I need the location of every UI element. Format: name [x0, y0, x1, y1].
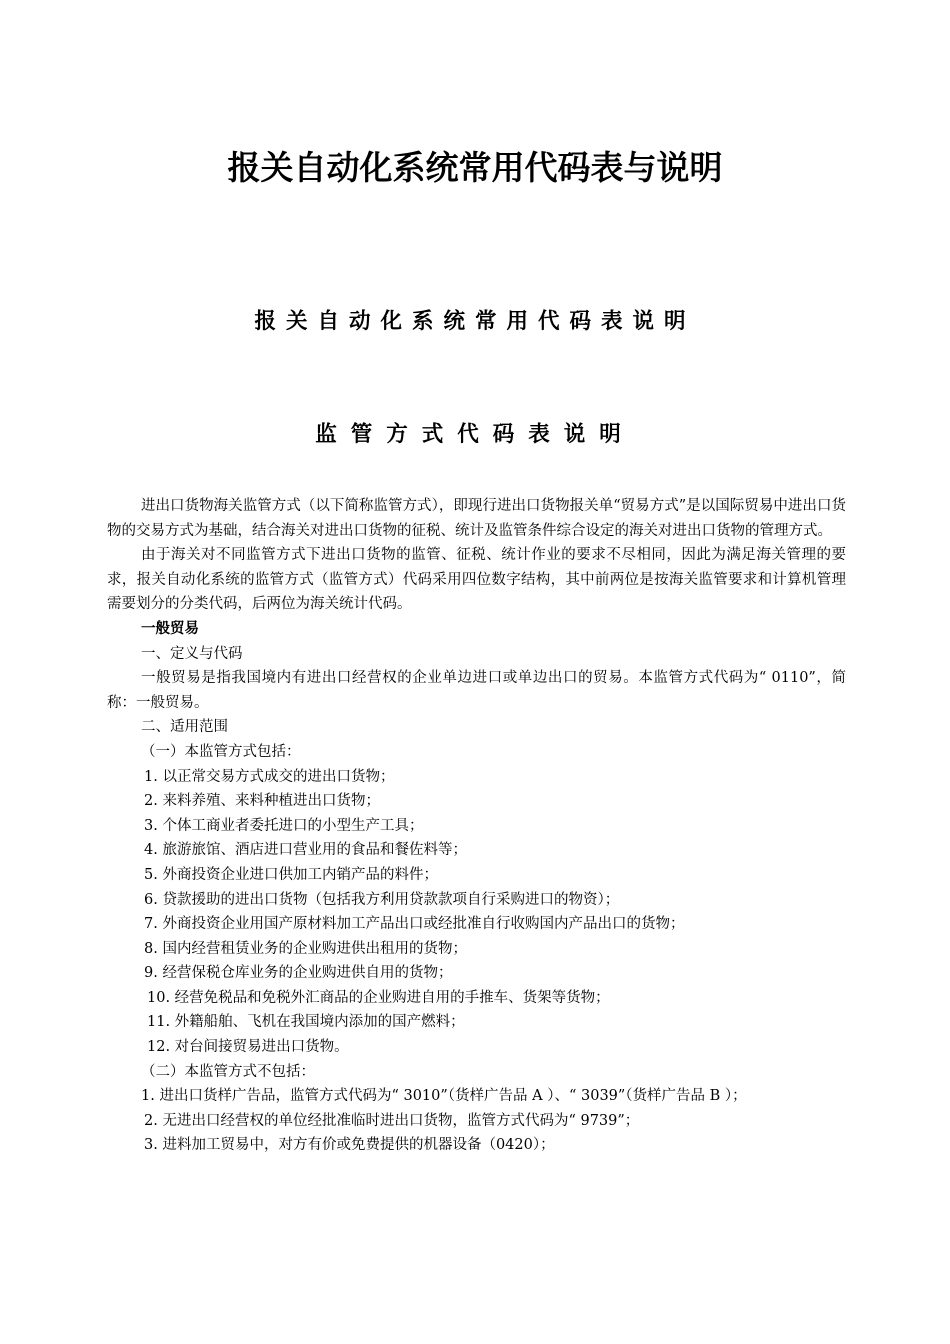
intro-paragraph: 由于海关对不同监管方式下进出口货物的监管、征税、统计作业的要求不尽相同，因此为满足海关管理的要求，报关自动化系统的监管方式（监管方式）代码采用四位数字结构，其中前两位是按海关监管要求和计算机管理需要划分的分类代码，后两位为海关统计代码。 — [107, 547, 846, 613]
subheading: 一、定义与代码 — [141, 645, 243, 662]
list-item: 12. 对台间接贸易进出口货物。 — [147, 1039, 349, 1056]
list-item: 1. 进出口货样广告品，监管方式代码为“ 3010”（货样广告品 A ）、“ 3039”（货样广告品 B ）； — [141, 1088, 747, 1105]
includes-title: （一）本监管方式包括： — [141, 743, 301, 760]
list-item: 11. 外籍船舶、飞机在我国境内添加的国产燃料； — [147, 1014, 465, 1031]
section-heading: 报关自动化系统常用代码表说明 — [254, 309, 696, 334]
list-item: 8. 国内经营租赁业务的企业购进供出租用的货物； — [144, 940, 467, 957]
list-item: 6. 贷款援助的进出口货物（包括我方利用贷款款项自行采购进口的物资）； — [144, 891, 620, 908]
list-item: 10. 经营免税品和免税外汇商品的企业购进自用的手推车、货架等货物； — [147, 989, 610, 1006]
list-item: 4. 旅游旅馆、酒店进口营业用的食品和餐佐料等； — [144, 842, 467, 859]
list-item: 3. 个体工商业者委托进口的小型生产工具； — [144, 817, 424, 834]
definition-paragraph: 一般贸易是指我国境内有进出口经营权的企业单边进口或单边出口的贸易。本监管方式代码为“ 0110”，简称：一般贸易。 — [107, 670, 846, 711]
document-body — [107, 494, 846, 1158]
list-item: 3. 进料加工贸易中，对方有价或免费提供的机器设备（0420）； — [144, 1137, 555, 1154]
list-item: 7. 外商投资企业用国产原材料加工产品出口或经批准自行收购国内产品出口的货物； — [144, 916, 685, 933]
section-title: 一般贸易 — [141, 619, 199, 637]
list-item: 2. 来料养殖、来料种植进出口货物； — [144, 793, 380, 810]
subheading: 二、适用范围 — [141, 719, 228, 736]
intro-paragraph: 进出口货物海关监管方式（以下简称监管方式），即现行进出口货物报关单“贸易方式”是以国际贸易中进出口货物的交易方式为基础，结合海关对进出口货物的征税、统计及监管条件综合设定的海关对进出口货物的管理方式。 — [107, 498, 846, 539]
subsection-heading: 监管方式代码表说明 — [315, 422, 635, 447]
document-title: 报关自动化系统常用代码表与说明 — [227, 148, 723, 187]
list-item: 2. 无进出口经营权的单位经批准临时进出口货物，监管方式代码为“ 9739”； — [144, 1112, 640, 1129]
list-item: 1. 以正常交易方式成交的进出口货物； — [144, 768, 395, 785]
excludes-title: （二）本监管方式不包括： — [141, 1063, 315, 1080]
list-item: 5. 外商投资企业进口供加工内销产品的料件； — [144, 866, 438, 883]
list-item: 9. 经营保税仓库业务的企业购进供自用的货物； — [144, 965, 453, 982]
